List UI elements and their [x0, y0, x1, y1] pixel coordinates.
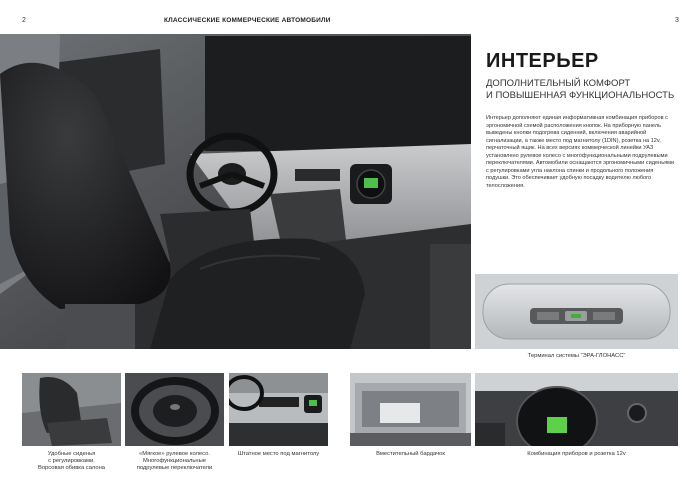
caption-cluster-line1: Комбинация приборов и розетка 12v [527, 451, 626, 457]
caption-steering-line2: Многофункциональные [142, 458, 206, 464]
thumbnail-radio-slot [229, 373, 328, 446]
caption-glovebox-line1: Вместительный бардачок [376, 451, 445, 457]
caption-steering-wheel [125, 451, 224, 472]
thumbnail-steering-wheel [125, 373, 224, 446]
caption-seats-line3: Ворсовая обивка салона [37, 465, 106, 471]
caption-seats-line2: с регулировками. [48, 458, 95, 464]
caption-radio-slot [229, 451, 328, 458]
subheadline-line2: И ПОВЫШЕННАЯ ФУНКЦИОНАЛЬНОСТЬ [486, 90, 675, 101]
caption-seats [22, 451, 121, 472]
interior-photo [0, 34, 471, 349]
caption-instrument-cluster [475, 451, 678, 458]
section-subheadline [486, 78, 686, 102]
page-number-left: 2 [22, 17, 26, 24]
subheadline-line1: ДОПОЛНИТЕЛЬНЫЙ КОМФОРТ [486, 78, 631, 89]
caption-radio-line1: Штатное место под магнитолу [237, 451, 320, 457]
section-headline: ИНТЕРЬЕР [486, 50, 599, 72]
header-title: КЛАССИЧЕСКИЕ КОММЕРЧЕСКИЕ АВТОМОБИЛИ [164, 17, 331, 24]
page-number-right: 3 [675, 17, 679, 24]
glonass-caption: Терминал системы “ЭРА-ГЛОНАСС” [527, 353, 626, 359]
caption-steering-line3: подрулевые переключатели [136, 465, 213, 471]
section-body-text: Интерьер дополняют единая информативная комбинация приборов с эргономичной схемой расположения кнопок. На приборную панель выведены кнопки подогрева сиденний, включения аварийной сигнализации, а также место под магнитолу (1DIN), розетка на 12v, перчаточный ящик. На всех версиях коммерческой линейки УАЗ установлено рулевое колесо с многофункциональными подрулевыми переключателями. Автомобили оснащаются эргономичными сиденьями с регулировками угла наклона спинки и продольного положения подушки. Это обеспечивает удобную посадку водителю любого телосложения. [486, 115, 675, 189]
glonass-terminal-photo [475, 274, 678, 349]
caption-glovebox [350, 451, 471, 458]
thumbnail-glovebox [350, 373, 471, 446]
caption-steering-line1: «Мягкое» рулевое колесо. [139, 451, 210, 457]
thumbnail-instrument-cluster [475, 373, 678, 446]
caption-seats-line1: Удобные сиденья [47, 451, 96, 457]
thumbnail-seats [22, 373, 121, 446]
